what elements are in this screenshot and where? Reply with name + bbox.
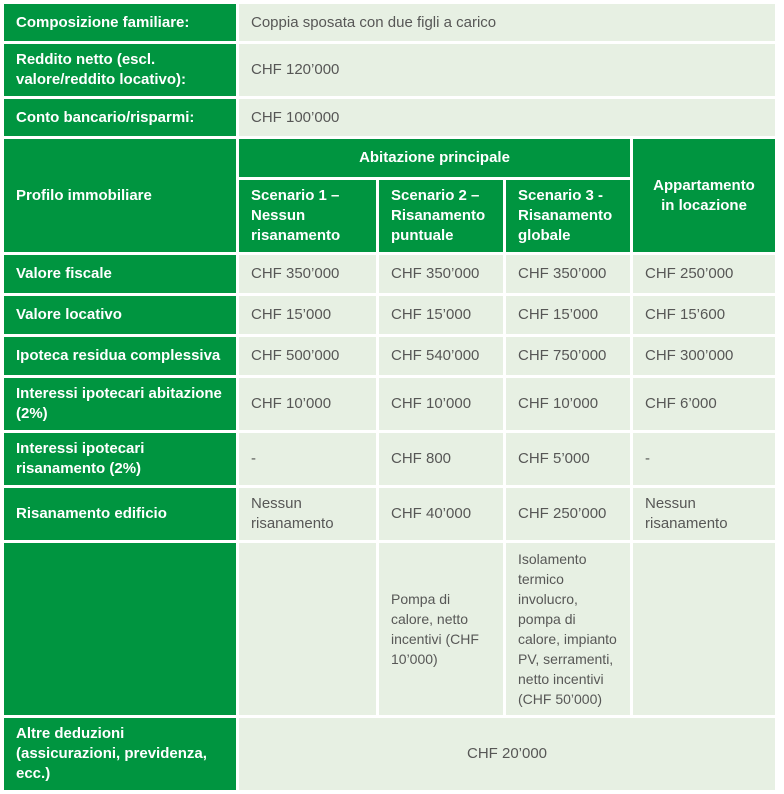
- table-row: [4, 718, 775, 790]
- cell-value: -: [239, 433, 376, 485]
- row-label-profilo-immobiliare: Profilo immobiliare: [4, 139, 236, 252]
- cell-value: CHF 750’000: [506, 337, 630, 375]
- cell-value: [239, 543, 376, 715]
- cell-value: CHF 350’000: [239, 255, 376, 293]
- table-row: [4, 99, 775, 136]
- row-label: Conto bancario/risparmi:: [4, 99, 236, 136]
- cell-value: CHF 15’000: [379, 296, 503, 334]
- cell-value: CHF 350’000: [379, 255, 503, 293]
- table-row: [4, 337, 775, 375]
- column-header-scenario-1: Scenario 1 – Nessun risanamento: [239, 180, 376, 252]
- row-label: Composizione familiare:: [4, 4, 236, 41]
- cell-value: CHF 10’000: [506, 378, 630, 430]
- row-label: Ipoteca residua complessiva: [4, 337, 236, 375]
- table-row: [4, 4, 775, 41]
- cell-value: CHF 15’600: [633, 296, 775, 334]
- cell-value: CHF 15’000: [506, 296, 630, 334]
- cell-value: CHF 15’000: [239, 296, 376, 334]
- cell-value: Isolamento termico involucro, pompa di calore, impianto PV, serramenti, netto incentivi (CHF 50’000): [506, 543, 630, 715]
- row-label: Risanamento edificio: [4, 488, 236, 540]
- row-label: Altre deduzioni (assicurazioni, previdenza, ecc.): [4, 718, 236, 790]
- cell-value: CHF 540’000: [379, 337, 503, 375]
- table-row: [4, 433, 775, 485]
- cell-value: -: [633, 433, 775, 485]
- column-header-scenario-2: Scenario 2 – Risanamento puntuale: [379, 180, 503, 252]
- column-header-appartamento-in-locazione: Appartamento in locazione: [633, 139, 775, 252]
- row-label: Reddito netto (escl. valore/reddito locativo):: [4, 44, 236, 96]
- cell-value: Nessun risanamento: [239, 488, 376, 540]
- table-header-row: [4, 139, 775, 177]
- row-label: Valore locativo: [4, 296, 236, 334]
- cell-value: Pompa di calore, netto incentivi (CHF 10’000): [379, 543, 503, 715]
- table-row: [4, 255, 775, 293]
- cell-value: CHF 10’000: [379, 378, 503, 430]
- row-label-empty: [4, 543, 236, 715]
- row-label: Valore fiscale: [4, 255, 236, 293]
- cell-value: CHF 350’000: [506, 255, 630, 293]
- cell-value: CHF 40’000: [379, 488, 503, 540]
- table-row: [4, 543, 775, 715]
- financial-profile-table: [1, 1, 778, 793]
- table-row: [4, 488, 775, 540]
- table-row: [4, 378, 775, 430]
- cell-value: [633, 543, 775, 715]
- cell-value: CHF 5’000: [506, 433, 630, 485]
- row-label: Interessi ipotecari risanamento (2%): [4, 433, 236, 485]
- cell-value: CHF 100’000: [239, 99, 775, 136]
- cell-value: CHF 10’000: [239, 378, 376, 430]
- cell-value: Nessun risanamento: [633, 488, 775, 540]
- table-row: [4, 44, 775, 96]
- cell-value: CHF 20’000: [239, 718, 775, 790]
- cell-value: CHF 800: [379, 433, 503, 485]
- table-row: [4, 296, 775, 334]
- row-label: Interessi ipotecari abitazione (2%): [4, 378, 236, 430]
- cell-value: CHF 500’000: [239, 337, 376, 375]
- cell-value: CHF 120’000: [239, 44, 775, 96]
- cell-value: Coppia sposata con due figli a carico: [239, 4, 775, 41]
- cell-value: CHF 300’000: [633, 337, 775, 375]
- column-header-scenario-3: Scenario 3 - Risanamento globale: [506, 180, 630, 252]
- column-group-header-abitazione-principale: Abitazione principale: [239, 139, 630, 177]
- cell-value: CHF 6’000: [633, 378, 775, 430]
- cell-value: CHF 250’000: [506, 488, 630, 540]
- cell-value: CHF 250’000: [633, 255, 775, 293]
